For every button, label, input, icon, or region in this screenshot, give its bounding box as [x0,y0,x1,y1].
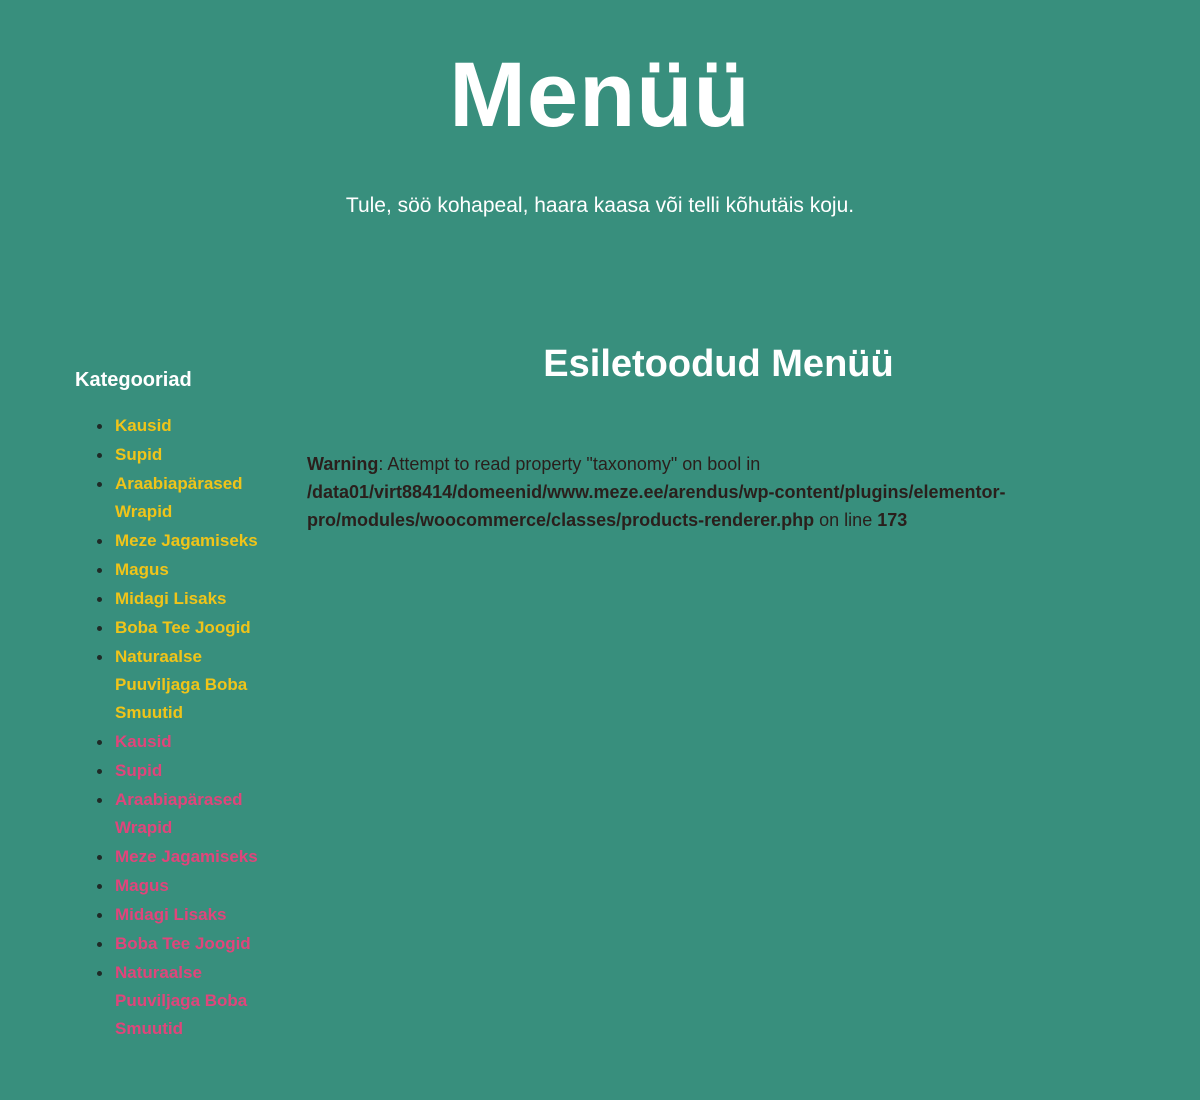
list-item [115,872,290,900]
category-link[interactable]: Kausid [115,732,172,751]
category-link[interactable]: Kausid [115,416,172,435]
list-item [115,556,290,584]
category-list [75,412,290,1043]
bullet-icon [97,597,102,602]
category-link[interactable]: Midagi Lisaks [115,905,227,924]
list-item [115,470,290,526]
category-link[interactable]: Supid [115,445,163,464]
list-item [115,786,290,842]
list-item [115,643,290,727]
category-sidebar [75,366,290,1044]
category-link[interactable]: Boba Tee Joogid [115,934,251,953]
bullet-icon [97,539,102,544]
category-link[interactable]: Meze Jagamiseks [115,847,258,866]
bullet-icon [97,568,102,573]
list-item [115,930,290,958]
warning-line-text: on line [814,510,878,530]
list-item [115,585,290,613]
category-link[interactable]: Magus [115,876,169,895]
bullet-icon [97,626,102,631]
bullet-icon [97,482,102,487]
page-subtitle: Tule, söö kohapeal, haara kaasa või telli kõhutäis koju. [345,194,855,217]
category-link[interactable]: Midagi Lisaks [115,589,227,608]
sidebar-title: Kategooriad [75,369,192,391]
bullet-icon [97,913,102,918]
bullet-icon [97,884,102,889]
php-warning [307,450,1117,534]
bullet-icon [97,740,102,745]
list-item [115,412,290,440]
category-link[interactable]: Araabiapärased Wrapid [115,790,243,837]
category-link[interactable]: Araabiapärased Wrapid [115,474,243,521]
list-item [115,843,290,871]
warning-line-number: 173 [877,510,908,530]
category-link[interactable]: Naturaalse Puuviljaga Boba Smuutid [115,647,248,722]
list-item [115,527,290,555]
bullet-icon [97,855,102,860]
list-item [115,901,290,929]
category-link[interactable]: Meze Jagamiseks [115,531,258,550]
bullet-icon [97,798,102,803]
bullet-icon [97,453,102,458]
category-link[interactable]: Supid [115,761,163,780]
list-item [115,614,290,642]
list-item [115,728,290,756]
list-item [115,441,290,469]
warning-message: : Attempt to read property "taxonomy" on bool in [378,454,761,474]
warning-label: Warning [307,454,379,474]
bullet-icon [97,769,102,774]
bullet-icon [97,655,102,660]
bullet-icon [97,942,102,947]
list-item [115,757,290,785]
list-item [115,959,290,1043]
page-title: Menüü [449,44,751,146]
category-link[interactable]: Magus [115,560,169,579]
warning-path: /data01/virt88414/domeenid/www.meze.ee/arendus/wp-content/plugins/elementor-pro/modules/woocommerce/classes/products-renderer.php [307,482,1006,530]
category-link[interactable]: Naturaalse Puuviljaga Boba Smuutid [115,963,248,1038]
bullet-icon [97,424,102,429]
category-link[interactable]: Boba Tee Joogid [115,618,251,637]
featured-menu-title: Esiletoodud Menüü [543,343,894,385]
bullet-icon [97,971,102,976]
